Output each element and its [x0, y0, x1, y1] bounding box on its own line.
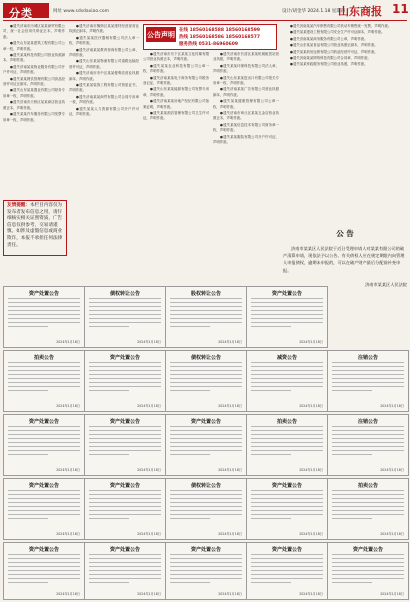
announcement-box [327, 478, 409, 540]
column-paragraph: ●遗失某某建设工程有限公司安全生产许可证副本，声明作废。 [290, 30, 385, 35]
announcement-date: 2024年1月18日 [137, 340, 161, 344]
column-paragraph: ●遗失济南某某商贸有限公司合同专用章一枚，声明作废。 [69, 94, 139, 105]
announcement-body [170, 426, 242, 463]
announcement-title: 资产处置公告 [190, 419, 221, 425]
announcement-date: 2024年1月18日 [380, 532, 404, 536]
dateline: 设计/胡金华 2024.1.18 星期四 [282, 9, 346, 14]
announcement-box [246, 350, 328, 412]
section-label-block [3, 3, 49, 18]
announcement-title: 拍卖公告 [357, 483, 378, 489]
announcement-body [251, 426, 323, 463]
page-number: 11 [392, 2, 409, 16]
announcement-date: 2024年1月18日 [137, 532, 161, 536]
announcement-date: 2024年1月18日 [299, 532, 323, 536]
announcement-box [165, 478, 247, 540]
column-paragraph: ●遗失某某汽车服务有限公司发票专用章一枚，声明作废。 [3, 112, 65, 122]
section-title: 分类 [9, 7, 33, 20]
column-paragraph: ●遗失济南市市中区某某便利店营业执照副本，声明作废。 [69, 71, 139, 81]
announcement-title: 资产处置公告 [109, 419, 140, 425]
announcement-box [165, 286, 247, 348]
column-paragraph: ●遗失某某家政服务有限公司营业执照，声明作废。 [290, 62, 368, 67]
announcement-date: 2024年1月18日 [218, 404, 242, 408]
announcement-body [89, 490, 161, 527]
announcement-date: 2024年1月18日 [218, 468, 242, 472]
announcement-body [332, 554, 404, 587]
column-paragraph: ●遗失某某餐饮管理有限公司食品经营许可证正副本，声明作废。 [3, 76, 65, 87]
announcement-date: 2024年1月18日 [299, 340, 323, 344]
announcement-date: 2024年1月18日 [56, 404, 80, 408]
column-paragraph: ●遗失某某科技有限公司营业执照副本，声明作废。 [3, 53, 65, 63]
announcement-box [3, 478, 85, 540]
reminder-notice [3, 200, 67, 256]
announcement-body [251, 362, 323, 399]
announcement-box [327, 414, 409, 476]
column-paragraph: ●遗失济南市章丘区某某五金店营业执照正本，声明作废。 [213, 111, 279, 121]
website-text: 网址 www.sdsdaxiao.com [53, 9, 110, 14]
reminder-text [7, 203, 63, 249]
announcement-body [8, 426, 80, 463]
column-paragraph: ●遗失某某服装有限公司开户许可证，声明作废。 [213, 134, 279, 145]
court-announcement-body: 济南市某某区人民法院于近日受理申请人对某某有限公司的破产清算申请，现依法予以公告。有关债权人应在规定期限内向管理人申报债权，逾期未申报的，可以在破产财产最后分配前补充申报。 [283, 246, 405, 273]
announcement-box [246, 542, 328, 600]
page-header [0, 0, 410, 20]
column-paragraph: ●遗失济南市长清区某某机械租赁站营业执照，声明作废。 [213, 52, 279, 62]
announcement-body [89, 554, 161, 587]
announcement-box [84, 478, 166, 540]
column-paragraph: ●遗失某某人力资源有限公司开户许可证，声明作废。 [69, 106, 139, 117]
announcement-body [251, 554, 323, 587]
announcement-date: 2024年1月18日 [56, 532, 80, 536]
announcement-title: 资产处置公告 [109, 483, 140, 489]
announcement-title: 资产处置公告 [109, 355, 140, 361]
announcement-body [332, 490, 404, 527]
announcement-box [246, 286, 328, 348]
announcement-title: 债权转让公告 [190, 483, 221, 489]
text-column-5 [283, 24, 407, 224]
text-column-3 [143, 52, 209, 282]
announcement-title: 资产处置公告 [28, 483, 59, 489]
announcement-date: 2024年1月18日 [218, 592, 242, 596]
announcement-title: 资产处置公告 [352, 547, 383, 553]
announcement-box [246, 414, 328, 476]
court-announcement-signature: 济南市某某区人民法院 [365, 281, 407, 287]
announcement-title: 债权转让公告 [109, 291, 140, 297]
ad-phone-line-3: 服务热线 0531-86960609 [179, 42, 239, 47]
column-paragraph: ●遗失山东某某物流有限公司道路运输经营许可证，声明作废。 [69, 59, 139, 69]
announcement-body [8, 298, 80, 335]
announcement-body [8, 490, 80, 527]
announcement-body [170, 362, 242, 399]
announcement-box [327, 542, 409, 600]
column-paragraph: ●遗失某某医疗器械有限公司法人章一枚，声明作废。 [69, 35, 139, 46]
announcement-body [332, 426, 404, 463]
column-paragraph: ●遗失济南市历城区某某商贸有限公司，统一社会信用代码证正本，声明作废。 [3, 24, 65, 39]
announcement-date: 2024年1月18日 [137, 592, 161, 596]
announcement-body [170, 298, 242, 335]
column-paragraph: ●遗失济南某某物业服务有限公司开户许可证，声明作废。 [3, 64, 65, 75]
column-paragraph: ●遗失某某健康管理有限公司公章一枚，声明作废。 [213, 99, 279, 109]
announcement-title: 注销公告 [357, 355, 378, 361]
announcement-body [89, 426, 161, 463]
announcement-date: 2024年1月18日 [137, 404, 161, 408]
announcement-date: 2024年1月18日 [299, 592, 323, 596]
announcement-title: 资产处置公告 [28, 547, 59, 553]
announcement-body [251, 298, 323, 335]
column-paragraph: ●遗失济南某某电子商务有限公司税务登记证，声明作废。 [143, 75, 209, 86]
announcement-title: 减资公告 [276, 355, 297, 361]
announcement-box [3, 350, 85, 412]
column-paragraph: ●遗失山东某某进出口有限公司报关专用章一枚，声明作废。 [213, 75, 279, 86]
announcement-date: 2024年1月18日 [56, 340, 80, 344]
reminder-body-2: 如涉及虚假信息或商业欺诈，本报不承担任何法律责任。 [7, 229, 63, 248]
announcement-box [84, 542, 166, 600]
text-column-2 [69, 24, 139, 282]
ad-brand-label: 公告声明 [146, 27, 176, 42]
column-paragraph: ●遗失济南某某网络科技有限公司合同章，声明作废。 [290, 56, 371, 61]
column-paragraph: ●遗失山东某某能源有限公司发票专用章，声明作废。 [143, 87, 209, 97]
newspaper-masthead: 山东商报 [338, 5, 382, 18]
announcement-title: 股权转让公告 [190, 291, 221, 297]
column-paragraph: ●遗失济南某某商务服务有限公司公章，声明作废。 [290, 36, 368, 41]
announcement-date: 2024年1月18日 [137, 468, 161, 472]
ad-phone-line-2: 热线 18560168586 18560168577 [179, 35, 261, 40]
announcement-date: 2024年1月18日 [380, 404, 404, 408]
column-paragraph: ●遗失山东某某食品有限公司营业执照正副本，声明作废。 [290, 43, 378, 48]
announcement-title: 拍卖公告 [276, 419, 297, 425]
announcement-body [332, 362, 404, 399]
announcement-box [3, 542, 85, 600]
announcement-title: 资产处置公告 [190, 547, 221, 553]
announcement-date: 2024年1月18日 [56, 592, 80, 596]
column-paragraph: ●遗失某某农业科技有限公司公章一枚，声明作废。 [143, 63, 209, 74]
announcement-box [84, 350, 166, 412]
announcement-title: 拍卖公告 [33, 355, 54, 361]
announcement-box [3, 286, 85, 348]
announcement-title: 资产处置公告 [28, 419, 59, 425]
column-paragraph: ●遗失济南某某汽车销售有限公司机动车销售统一发票，声明作废。 [290, 24, 392, 28]
announcement-box [165, 542, 247, 600]
announcement-body [89, 298, 161, 335]
announcement-title: 资产处置公告 [271, 547, 302, 553]
column-paragraph: ●遗失某某装饰工程有限公司资质证书，声明作废。 [69, 83, 139, 93]
announcement-date: 2024年1月18日 [218, 340, 242, 344]
announcement-body [170, 554, 242, 587]
column-paragraph: ●遗失济南某某房地产经纪有限公司备案证明，声明作废。 [143, 99, 209, 109]
announcement-body [8, 554, 80, 587]
announcement-date: 2024年1月18日 [380, 468, 404, 472]
text-column-1 [3, 24, 65, 196]
reminder-lead: 友情提醒： [7, 203, 30, 208]
announcement-title: 债权转让公告 [190, 355, 221, 361]
column-paragraph: ●遗失某某药房连锁有限公司药品经营许可证，声明作废。 [290, 49, 378, 54]
column-paragraph: ●遗失济南某某教育咨询有限公司公章，声明作废。 [69, 47, 139, 58]
announcement-box [327, 350, 409, 412]
announcement-body [89, 362, 161, 399]
announcement-box [3, 414, 85, 476]
announcement-box [246, 478, 328, 540]
column-paragraph: ●遗失济南市槐荫区某某建材经营部营业执照正副本，声明作废。 [69, 24, 139, 34]
announcement-title: 注销公告 [357, 419, 378, 425]
announcement-title: 资产处置公告 [271, 483, 302, 489]
announcement-date: 2024年1月18日 [380, 592, 404, 596]
announcement-date: 2024年1月18日 [56, 468, 80, 472]
column-paragraph: ●遗失山东某某置业有限公司财务专用章一枚，声明作废。 [3, 88, 65, 98]
announcement-body [170, 490, 242, 527]
column-paragraph: ●遗失某某信息技术有限公司财务章一枚，声明作废。 [213, 122, 279, 133]
announcement-body [251, 490, 323, 527]
announcement-box [165, 414, 247, 476]
column-paragraph: ●遗失济南某某广告有限公司营业执照副本，声明作废。 [213, 87, 279, 97]
column-paragraph: ●遗失某某酒店管理有限公司卫生许可证，声明作废。 [143, 111, 209, 121]
announcement-title: 资产处置公告 [271, 291, 302, 297]
column-paragraph: ●遗失某某环保科技有限公司法人章，声明作废。 [213, 63, 279, 74]
column-paragraph: ●遗失山东某某建筑工程有限公司公章一枚，声明作废。 [3, 41, 65, 51]
text-column-4 [213, 52, 279, 282]
reminder-body: 本栏目内容仅为发布者发布信息之用，请仔细核实相关证照资质，广告信息仅供参考，交易请谨慎。 [7, 203, 63, 235]
announcement-body [8, 362, 80, 399]
ad-phone-line-1: 在线 18560168588 18560168599 [179, 28, 261, 33]
announcement-title: 资产处置公告 [109, 547, 140, 553]
column-paragraph: ●遗失济南市天桥区某某商店营业执照正本，声明作废。 [3, 100, 65, 110]
ad-contact-block [143, 24, 277, 50]
announcement-date: 2024年1月18日 [218, 532, 242, 536]
column-paragraph: ●遗失济南市历下区某某文化传媒有限公司营业执照正本，声明作废。 [143, 52, 209, 62]
announcement-date: 2024年1月18日 [299, 404, 323, 408]
announcement-date: 2024年1月18日 [299, 468, 323, 472]
announcement-box [84, 414, 166, 476]
announcement-box [165, 350, 247, 412]
announcement-box [84, 286, 166, 348]
court-announcement-title: 公 告 [336, 229, 354, 238]
header-rule [3, 20, 407, 21]
announcement-title: 资产处置公告 [28, 291, 59, 297]
